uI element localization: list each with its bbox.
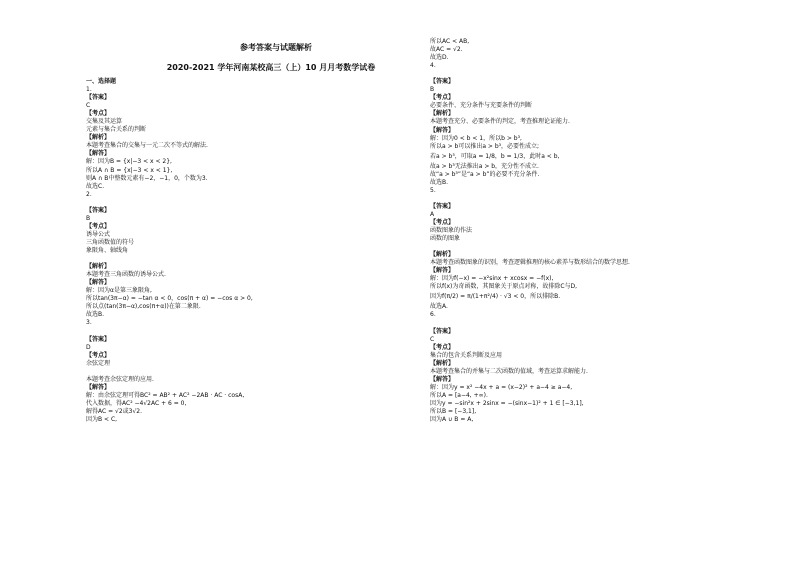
text-line: 4. — [430, 62, 436, 70]
text-line: 解：因为f(−x) = −x²sinx + xcosx = −f(x), — [430, 275, 554, 283]
text-line: C — [430, 335, 435, 343]
text-line: 【解析】 — [86, 134, 111, 142]
text-line: 故AC = √2. — [430, 46, 463, 54]
text-line: 集合的包含关系判断及应用 — [430, 351, 503, 359]
text-line: A — [430, 210, 435, 218]
text-line: 解得AC = √2或3√2. — [86, 407, 143, 415]
text-line: 故“a > b³”是“a > b”的必要不充分条件. — [430, 170, 540, 178]
text-line: 【解答】 — [86, 383, 111, 391]
text-line: 元素与集合关系的判断 — [86, 126, 147, 134]
text-line: 函数图象的作法 — [430, 227, 473, 235]
text-line: 【解析】 — [430, 251, 455, 259]
text-line: 一、选择题 — [86, 78, 117, 85]
left-column — [86, 43, 386, 424]
right-lines-bottom — [430, 303, 760, 424]
text-line: 三角函数值的符号 — [86, 238, 135, 246]
text-line — [430, 243, 760, 251]
text-line: 【考点】 — [86, 351, 111, 359]
text-line: 1. — [86, 86, 92, 94]
text-line: 则A ∩ B中整数元素有−2，−1，0，个数为3. — [86, 174, 208, 182]
text-line: 函数的图象 — [430, 235, 461, 243]
text-line: 所以AC < AB, — [430, 38, 470, 45]
text-line: 故选B. — [86, 311, 105, 319]
text-line: 故选B. — [430, 178, 449, 186]
text-line: 所以tan(3π−α) = −tan α < 0，cos(π + α) = −cos α > 0, — [86, 295, 253, 303]
text-line: 象限角、轴线角 — [86, 246, 129, 254]
text-line: 解：因为0 < b < 1，所以b > b³, — [430, 134, 522, 142]
text-line: 所以B = [−3,1], — [430, 408, 477, 416]
text-line — [86, 327, 386, 335]
text-line: 【解析】 — [430, 110, 455, 118]
text-line: 本题考查三角函数的诱导公式. — [86, 271, 166, 279]
text-line: 【考点】 — [86, 110, 111, 118]
exam-subtitle: 2020-2021 学年河南某校高三（上）10 月月考数学试卷 — [166, 63, 376, 72]
text-line: 本题考查余弦定理的应用. — [86, 375, 154, 383]
text-line: 因为y = −sin²x + 2sinx = −(sinx−1)² + 1 ∈ [−3,1], — [430, 399, 584, 407]
text-line: B — [86, 214, 91, 222]
text-line: 本题考查充分、必要条件的判定，考查推理论证能力. — [430, 118, 570, 126]
text-line: 所以a > b可以推出a > b³，必要性成立; — [430, 142, 540, 150]
text-line: 3. — [86, 319, 92, 327]
text-line: 交集及其运算 — [86, 118, 123, 126]
text-line: 必要条件、充分条件与充要条件的判断 — [430, 102, 533, 110]
text-line: 余弦定理 — [86, 359, 111, 367]
text-line: 5. — [430, 186, 436, 194]
text-line — [430, 320, 760, 328]
text-line: 【考点】 — [86, 222, 111, 230]
text-line: C — [86, 102, 91, 110]
text-line: 解：由余弦定理可得BC² = AB² + AC² −2AB · AC · cosA, — [86, 391, 245, 399]
text-line: 因为B < C, — [86, 415, 118, 423]
text-line: 因为A ∪ B = A, — [430, 416, 474, 424]
text-line: 所以A = [a−4, +∞). — [430, 391, 488, 399]
text-line: 本题考查集合的交集与一元二次不等式的解法. — [86, 142, 208, 150]
text-line: 【解析】 — [430, 359, 455, 367]
left-lines — [86, 78, 386, 424]
text-line: 所以A ∩ B = {x|−3 < x < 1}, — [86, 166, 173, 174]
right-column — [430, 38, 760, 424]
text-line — [430, 70, 760, 78]
text-line: 解：因为α是第三象限角, — [86, 287, 152, 295]
text-line: B — [430, 86, 435, 94]
text-line: 【解答】 — [430, 375, 455, 383]
text-line — [86, 368, 386, 376]
text-line: 解：因为y = x² −4x + a = (x−2)² + a−4 ≥ a−4, — [430, 383, 573, 391]
text-line: 解：因为B = {x|−3 < x < 2}, — [86, 158, 172, 166]
text-line: 【解析】 — [86, 263, 111, 271]
text-line: 【解答】 — [430, 267, 455, 275]
text-line: 故a > b³无法推出a > b，充分性不成立. — [430, 162, 539, 170]
text-line: 【考点】 — [430, 94, 455, 102]
text-line — [430, 195, 760, 203]
text-line: 本题考查函数图象的识别，考查逻辑推理的核心素养与数形结合的数学思想. — [430, 259, 630, 267]
text-line: 代入数据，得AC² −4√2AC + 6 = 0, — [86, 399, 187, 407]
text-line: 所以点(tan(3π−α),cos(π+α))在第二象限. — [86, 303, 201, 311]
text-line: 【答案】 — [430, 78, 455, 86]
document-title: 参考答案与试题解析 — [240, 43, 312, 52]
text-line: 【答案】 — [86, 206, 111, 214]
text-line: 故选A. — [430, 303, 448, 311]
text-line: 【答案】 — [86, 94, 111, 102]
text-line: 诱导公式 — [86, 230, 111, 238]
fraction-line-2: 因为f(π/2) = π/(1+π²/4) · √3 < 0，所以排除B. — [430, 293, 561, 301]
text-line: 【考点】 — [430, 218, 455, 226]
text-line: 本题考查集合的并集与二次函数的值域，考查运算求解能力. — [430, 367, 588, 375]
text-line: D — [86, 343, 91, 351]
fraction-line-1: 若a > b³，可取a = 1/8，b = 1/3，此时a < b, — [430, 152, 560, 160]
right-lines-top — [430, 38, 760, 151]
text-line: 故选C. — [86, 182, 105, 190]
text-line: 2. — [86, 190, 92, 198]
text-line: 【答案】 — [430, 202, 455, 210]
text-line: 【答案】 — [430, 327, 455, 335]
text-line: 所以f(x)为奇函数，其图象关于原点对称，故排除C与D, — [430, 283, 578, 291]
text-line: 【解答】 — [430, 126, 455, 134]
text-line: 【解答】 — [86, 279, 111, 287]
right-lines-mid — [430, 163, 760, 292]
text-line — [86, 255, 386, 263]
text-line: 【答案】 — [86, 335, 111, 343]
text-line: 【解答】 — [86, 150, 111, 158]
text-line: 故选D. — [430, 54, 449, 62]
text-line: 【考点】 — [430, 343, 455, 351]
text-line: 6. — [430, 311, 436, 319]
text-line — [86, 199, 386, 207]
